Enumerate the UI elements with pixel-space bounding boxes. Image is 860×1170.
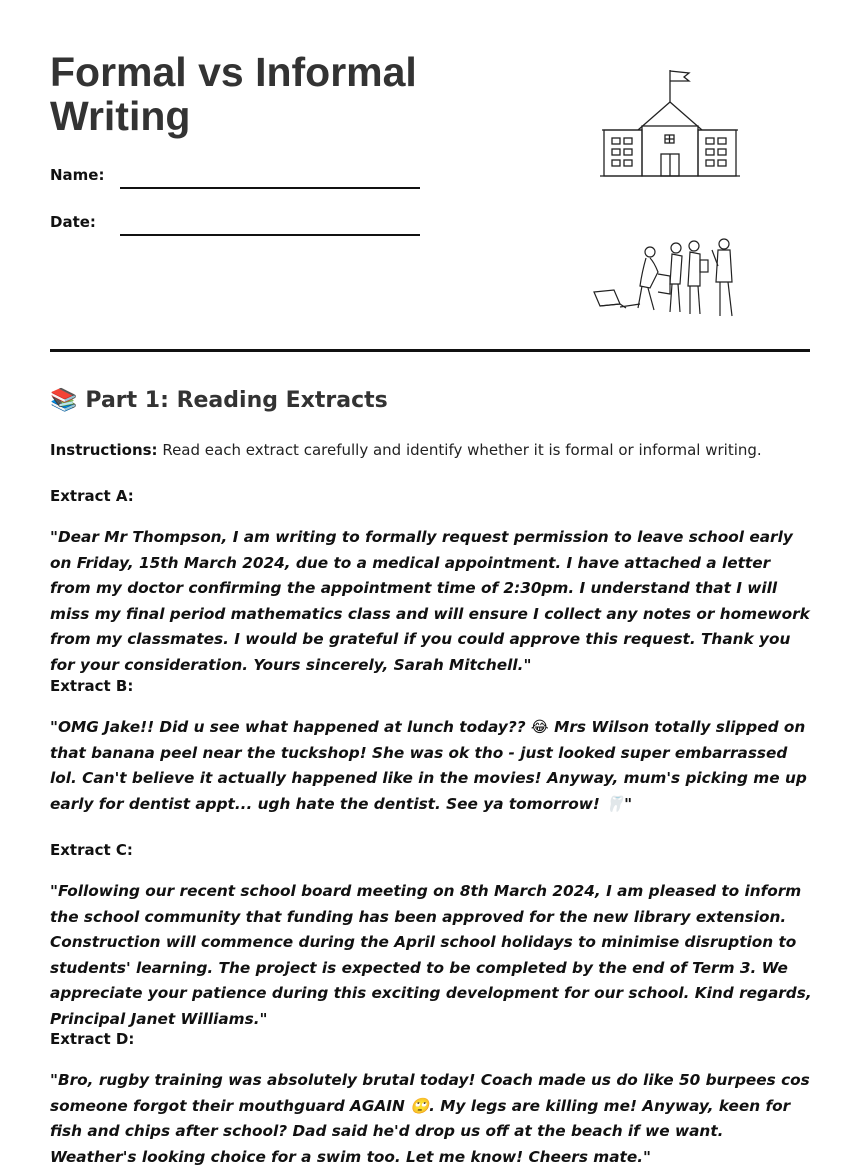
extract-a-text: "Dear Mr Thompson, I am writing to formally request permission to leave school early on Friday, 15th March 2024, due to a medical appointment. I have attached a letter from my doctor confirming the appointment time of 2:30pm. I understand that I will miss my final period mathematics class and will ensure I collect any notes or homework from my classmates. I would be grateful if you could approve this request. Thank you for your consideration. Yours sincerely, Sarah Mitchell." [50,528,810,674]
page-title: Formal vs Informal Writing [50,49,417,139]
students-illustration [592,236,744,318]
extract-d-label: Extract D: [50,1030,135,1048]
instructions-label: Instructions: [50,441,158,459]
extract-d-text: "Bro, rugby training was absolutely brutal today! Coach made us do like 50 burpees cos someone forgot their mouthguard AGAIN 🙄. My legs are killing me! Anyway, keen for fish and chips after school? Dad said he'd drop us off at the beach if we want. Weather's looking choice for a swim too. Let me know! Cheers mate." [50,1071,810,1166]
section-heading-part-1 [50,388,388,413]
extract-c-text: "Following our recent school board meeting on 8th March 2024, I am pleased to inform the school community that funding has been approved for the new library extension. Construction will commence during the April school holidays to minimise disruption to students' learning. The project is expected to be completed by the end of Term 3. We appreciate your patience during this exciting development for our school. Kind regards, Principal Janet Williams." [50,882,812,1028]
section-heading-text: Part 1: Reading Extracts [85,388,388,413]
header-divider [50,349,810,352]
books-icon: 📚 [50,388,78,413]
extract-c-label: Extract C: [50,841,133,859]
extract-b-text: "OMG Jake!! Did u see what happened at lunch today?? 😂 Mrs Wilson totally slipped on that banana peel near the tuckshop! She was ok tho - just looked super embarrassed lol. Can't believe it actually happened like in the movies! Anyway, mum's picking me up early for dentist appt... ugh hate the dentist. See ya tomorrow! 🦷" [50,718,807,813]
extract-b-label: Extract B: [50,677,134,695]
name-field[interactable] [120,187,420,189]
school-building-illustration [600,68,740,180]
date-label: Date: [50,213,96,231]
date-field[interactable] [120,234,420,236]
instructions-text: Read each extract carefully and identify whether it is formal or informal writing. [157,441,762,459]
extract-a-label: Extract A: [50,487,134,505]
name-label: Name: [50,166,105,184]
instructions [50,441,810,459]
